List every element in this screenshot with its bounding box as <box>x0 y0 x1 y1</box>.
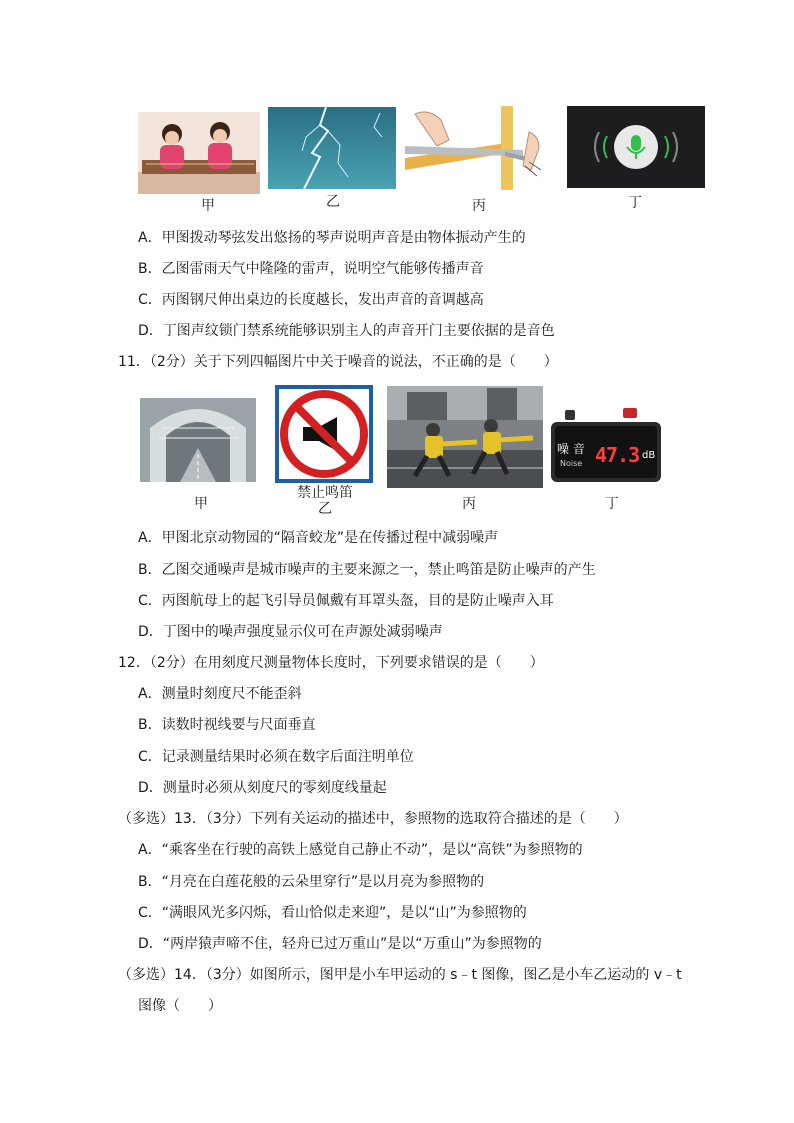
q10-image-jia-guzheng <box>138 112 260 194</box>
q10-option-b: B．乙图雷雨天气中隆隆的雷声，说明空气能够传播声音 <box>138 261 484 277</box>
q11-option-d: D．丁图中的噪声强度显示仪可在声源处减弱噪声 <box>138 624 443 640</box>
q10-caption-ding: 丁 <box>628 195 642 211</box>
q10-image-bing-ruler <box>405 106 561 190</box>
noise-meter-unit: dB <box>642 450 656 461</box>
q11-option-a: A．甲图北京动物园的“隔音蛟龙”是在传播过程中减弱噪声 <box>138 530 499 546</box>
q11-image-jia-sound-barrier <box>140 398 256 482</box>
q10-image-yi-lightning <box>268 107 396 189</box>
q13-option-d: D．“两岸猿声啼不住，轻舟已过万重山”是以“万重山”为参照物的 <box>138 936 542 952</box>
q10-caption-yi: 乙 <box>326 194 340 210</box>
q11-caption-yi: 乙 <box>318 501 332 517</box>
q12-option-c: C．记录测量结果时必须在数字后面注明单位 <box>138 749 414 765</box>
q11-caption-jia: 甲 <box>194 496 208 512</box>
q13-option-c: C．“满眼风光多闪烁，看山恰似走来迎”，是以“山”为参照物的 <box>138 905 527 921</box>
q11-stem: 11．（2分）关于下列四幅图片中关于噪音的说法，不正确的是（ ） <box>118 354 558 370</box>
q10-image-ding-voice-lock <box>567 106 705 188</box>
q11-caption-ding: 丁 <box>605 496 619 512</box>
noise-meter-word-en: Noise <box>560 459 583 468</box>
q14-stem-line-2: 图像（ ） <box>138 998 222 1014</box>
q13-option-a: A．“乘客坐在行驶的高铁上感觉自己静止不动”，是以“高铁”为参照物的 <box>138 842 583 858</box>
q14-stem-line-1: （多选）14．（3分）如图所示，图甲是小车甲运动的 s﹣t 图像，图乙是小车乙运动的 v﹣t <box>118 967 682 983</box>
q10-option-d: D．丁图声纹锁门禁系统能够识别主人的声音开门主要依据的是音色 <box>138 323 555 339</box>
q10-option-a: A．甲图拨动琴弦发出悠扬的琴声说明声音是由物体振动产生的 <box>138 230 526 246</box>
q13-option-b: B．“月亮在白莲花般的云朵里穿行”是以月亮为参照物的 <box>138 874 485 890</box>
q11-sign-label: 禁止鸣笛 <box>297 485 353 501</box>
q11-image-bing-flight-deck-crew <box>387 386 543 488</box>
q13-stem: （多选）13．（3分）下列有关运动的描述中，参照物的选取符合描述的是（ ） <box>118 811 628 827</box>
q10-caption-jia: 甲 <box>201 198 215 214</box>
q11-image-ding-noise-meter <box>551 408 661 484</box>
noise-meter-word-cn: 噪 音 <box>557 442 585 456</box>
q11-image-yi-no-honking-sign <box>275 385 373 483</box>
q12-option-a: A．测量时刻度尺不能歪斜 <box>138 686 302 702</box>
q10-caption-bing: 丙 <box>472 198 486 214</box>
q12-option-d: D．测量时必须从刻度尺的零刻度线量起 <box>138 780 387 796</box>
noise-meter-reading: 47.3 <box>595 443 640 467</box>
q11-caption-bing: 丙 <box>462 496 476 512</box>
q11-option-c: C．丙图航母上的起飞引导员佩戴有耳罩头盔，目的是防止噪声入耳 <box>138 593 554 609</box>
q12-stem: 12．（2分）在用刻度尺测量物体长度时，下列要求错误的是（ ） <box>118 655 544 671</box>
q10-option-c: C．丙图钢尺伸出桌边的长度越长，发出声音的音调越高 <box>138 292 484 308</box>
q12-option-b: B．读数时视线要与尺面垂直 <box>138 717 316 733</box>
q11-option-b: B．乙图交通噪声是城市噪声的主要来源之一，禁止鸣笛是防止噪声的产生 <box>138 562 596 578</box>
